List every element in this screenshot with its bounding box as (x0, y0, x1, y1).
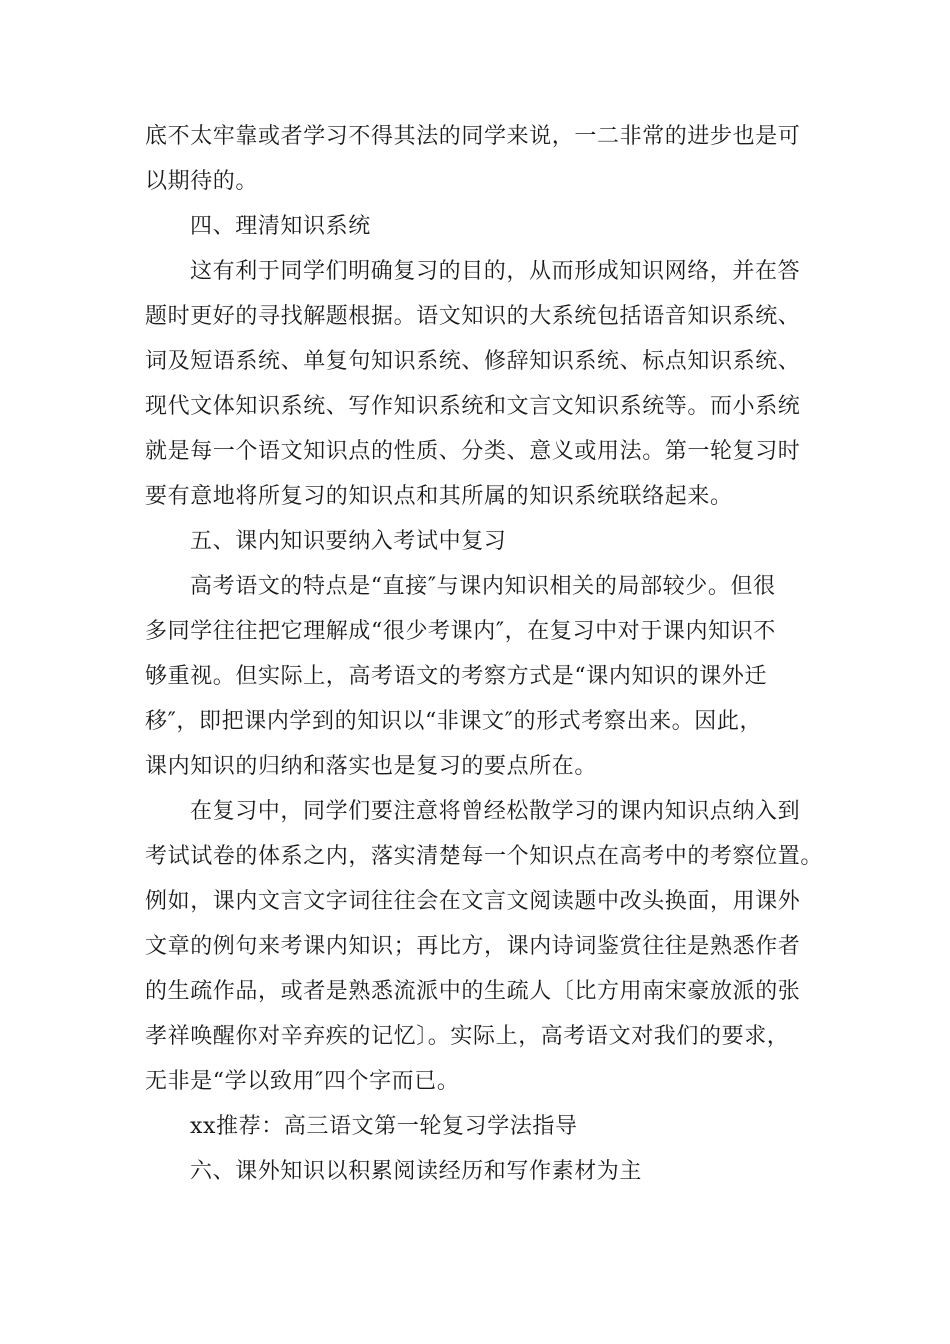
text-line: 底不太牢靠或者学习不得其法的同学来说，一二非常的进步也是可 (145, 124, 801, 149)
text-line: 多同学往往把它理解成“很少考课内″，在复习中对于课内知识不 (145, 619, 776, 644)
text-line: 在复习中，同学们要注意将曾经松散学习的课内知识点纳入到 (190, 799, 801, 824)
text-line: 移″，即把课内学到的知识以“非课文″的形式考察出来。因此， (145, 709, 763, 734)
text-line: 无非是“学以致用″四个字而已。 (145, 1069, 460, 1094)
text-line: 考试试卷的体系之内，落实清楚每一个知识点在高考中的考察位置。 (145, 844, 824, 869)
section-heading: 六、课外知识以积累阅读经历和写作素材为主 (190, 1159, 643, 1184)
text-line: 要有意地将所复习的知识点和其所属的知识系统联络起来。 (145, 484, 733, 509)
section-heading: 四、理清知识系统 (190, 214, 371, 239)
recommendation-line: xx推荐：高三语文第一轮复习学法指导 (190, 1114, 578, 1139)
text-line: 例如，课内文言文字词往往会在文言文阅读题中改头换面，用课外 (145, 889, 801, 914)
text-line: 这有利于同学们明确复习的目的，从而形成知识网络，并在答 (190, 259, 801, 284)
text-line: 够重视。但实际上，高考语文的考察方式是“课内知识的课外迁 (145, 664, 768, 689)
text-line: 课内知识的归纳和落实也是复习的要点所在。 (145, 754, 598, 779)
text-line: 孝祥唤醒你对辛弃疾的记忆〕。实际上，高考语文对我们的要求， (145, 1024, 790, 1049)
text-line: 以期待的。 (145, 169, 259, 194)
section-heading: 五、课内知识要纳入考试中复习 (190, 529, 507, 554)
text-line: 高考语文的特点是“直接″与课内知识相关的局部较少。但很 (190, 574, 776, 599)
text-line: 文章的例句来考课内知识；再比方，课内诗词鉴赏往往是熟悉作者 (145, 934, 801, 959)
text-line: 题时更好的寻找解题根据。语文知识的大系统包括语音知识系统、 (145, 304, 801, 329)
text-line: 的生疏作品，或者是熟悉流派中的生疏人〔比方用南宋豪放派的张 (145, 979, 801, 1004)
text-line: 就是每一个语文知识点的性质、分类、意义或用法。第一轮复习时 (145, 439, 801, 464)
text-line: 现代文体知识系统、写作知识系统和文言文知识系统等。而小系统 (145, 394, 801, 419)
text-line: 词及短语系统、单复句知识系统、修辞知识系统、标点知识系统、 (145, 349, 801, 374)
